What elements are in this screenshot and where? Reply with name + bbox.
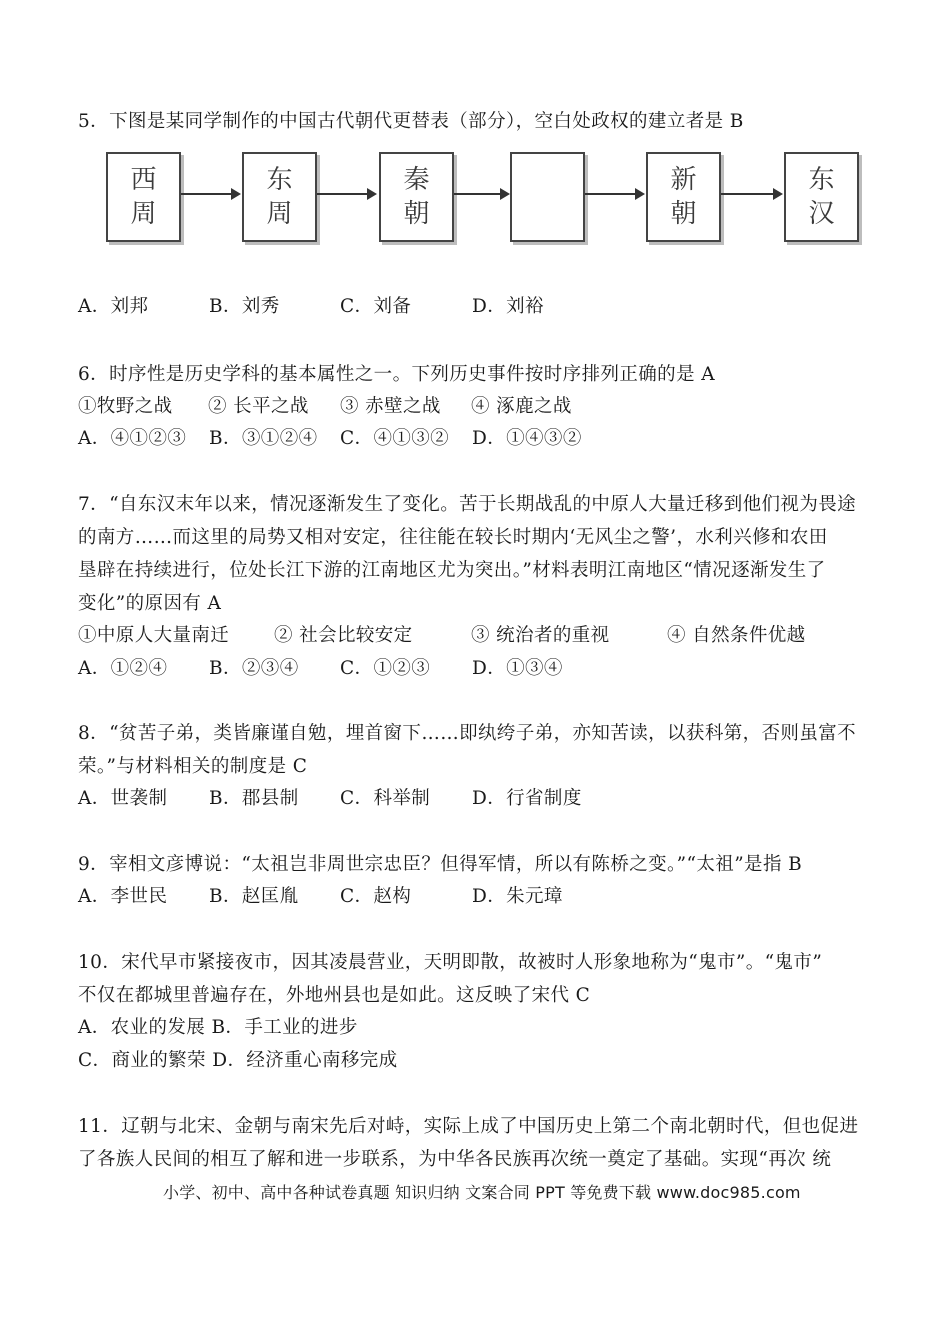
q6-stem: 6．时序性是历史学科的基本属性之一。下列历史事件按时序排列正确的是 A (78, 364, 716, 385)
q6-item-3: ③ 赤壁之战 (340, 396, 441, 417)
q10-options-row-1[interactable]: A．农业的发展 B．手工业的进步 (78, 1017, 358, 1038)
q9-option-c[interactable]: C．赵构 (340, 886, 412, 907)
q5-stem: 5．下图是某同学制作的中国古代朝代更替表（部分），空白处政权的建立者是 B (78, 111, 744, 132)
q8-option-a[interactable]: A．世袭制 (78, 788, 168, 809)
q7-line-1: 7．“自东汉末年以来，情况逐渐发生了变化。苦于长期战乱的中原人大量迁移到他们视为畏途 (78, 494, 857, 515)
arrow-icon (585, 193, 643, 195)
dynasty-box-qin: 秦 朝 (379, 152, 454, 242)
q6-option-a[interactable]: A．④①②③ (78, 428, 187, 449)
q7-item-4: ④ 自然条件优越 (667, 625, 806, 646)
q7-option-d[interactable]: D．①③④ (472, 658, 563, 679)
q7-line-3: 垦辟在持续进行，位处长江下游的江南地区尤为突出。”材料表明江南地区“情况逐渐发生了 (78, 560, 826, 581)
dynasty-box-eastern-han: 东 汉 (784, 152, 859, 242)
q10-line-2: 不仅在都城里普遍存在，外地州县也是如此。这反映了宋代 C (78, 985, 591, 1006)
footer-watermark: 小学、初中、高中各种试卷真题 知识归纳 文案合同 PPT 等免费下载 www.doc985.com (163, 1183, 801, 1202)
q7-item-2: ② 社会比较安定 (274, 625, 413, 646)
dynasty-box-eastern-zhou: 东 周 (242, 152, 317, 242)
q7-item-1: ①中原人大量南迁 (78, 625, 230, 646)
q10-options-row-2[interactable]: C．商业的繁荣 D．经济重心南移完成 (78, 1050, 398, 1071)
q7-item-3: ③ 统治者的重视 (471, 625, 610, 646)
q8-line-2: 荣。”与材料相关的制度是 C (78, 756, 308, 777)
q7-option-a[interactable]: A．①②④ (78, 658, 168, 679)
dynasty-succession-diagram (96, 146, 871, 254)
dynasty-box-blank (510, 152, 585, 242)
q8-option-d[interactable]: D．行省制度 (472, 788, 582, 809)
arrow-icon (454, 193, 508, 195)
dynasty-box-western-zhou: 西 周 (106, 152, 181, 242)
q6-option-c[interactable]: C．④①③② (340, 428, 450, 449)
q8-option-b[interactable]: B．郡县制 (209, 788, 299, 809)
arrow-icon (721, 193, 781, 195)
q6-item-4: ④ 涿鹿之战 (471, 396, 572, 417)
q6-item-2: ② 长平之战 (208, 396, 309, 417)
q9-option-b[interactable]: B．赵匡胤 (209, 886, 299, 907)
q8-option-c[interactable]: C．科举制 (340, 788, 431, 809)
q9-option-d[interactable]: D．朱元璋 (472, 886, 563, 907)
q10-line-1: 10．宋代早市紧接夜市，因其凌晨营业，天明即散，故被时人形象地称为“鬼市”。“鬼市” (78, 952, 823, 973)
dynasty-box-xin: 新 朝 (646, 152, 721, 242)
q5-option-b[interactable]: B．刘秀 (209, 296, 280, 317)
arrow-icon (181, 193, 239, 195)
q5-option-d[interactable]: D．刘裕 (472, 296, 544, 317)
q11-line-1: 11．辽朝与北宋、金朝与南宋先后对峙，实际上成了中国历史上第二个南北朝时代，但也促进 (78, 1116, 859, 1137)
q6-option-d[interactable]: D．①④③② (472, 428, 582, 449)
q5-option-a[interactable]: A．刘邦 (78, 296, 149, 317)
q6-item-1: ①牧野之战 (78, 396, 173, 417)
q7-line-4: 变化”的原因有 A (78, 593, 222, 614)
q5-option-c[interactable]: C．刘备 (340, 296, 412, 317)
q7-option-c[interactable]: C．①②③ (340, 658, 431, 679)
q9-stem: 9．宰相文彦博说：“太祖岂非周世宗忠臣？但得军情，所以有陈桥之变。”“太祖”是指 B (78, 854, 803, 875)
q8-line-1: 8．“贫苦子弟，类皆廉谨自勉，埋首窗下……即纨绔子弟，亦知苦读，以获科第，否则虽富不 (78, 723, 857, 744)
q6-option-b[interactable]: B．③①②④ (209, 428, 318, 449)
q9-option-a[interactable]: A．李世民 (78, 886, 168, 907)
q7-line-2: 的南方……而这里的局势又相对安定，往往能在较长时期内‘无风尘之警’，水利兴修和农田 (78, 527, 828, 548)
q11-line-2: 了各族人民间的相互了解和进一步联系，为中华各民族再次统一奠定了基础。实现“再次 统 (78, 1149, 832, 1170)
arrow-icon (317, 193, 375, 195)
q7-option-b[interactable]: B．②③④ (209, 658, 299, 679)
